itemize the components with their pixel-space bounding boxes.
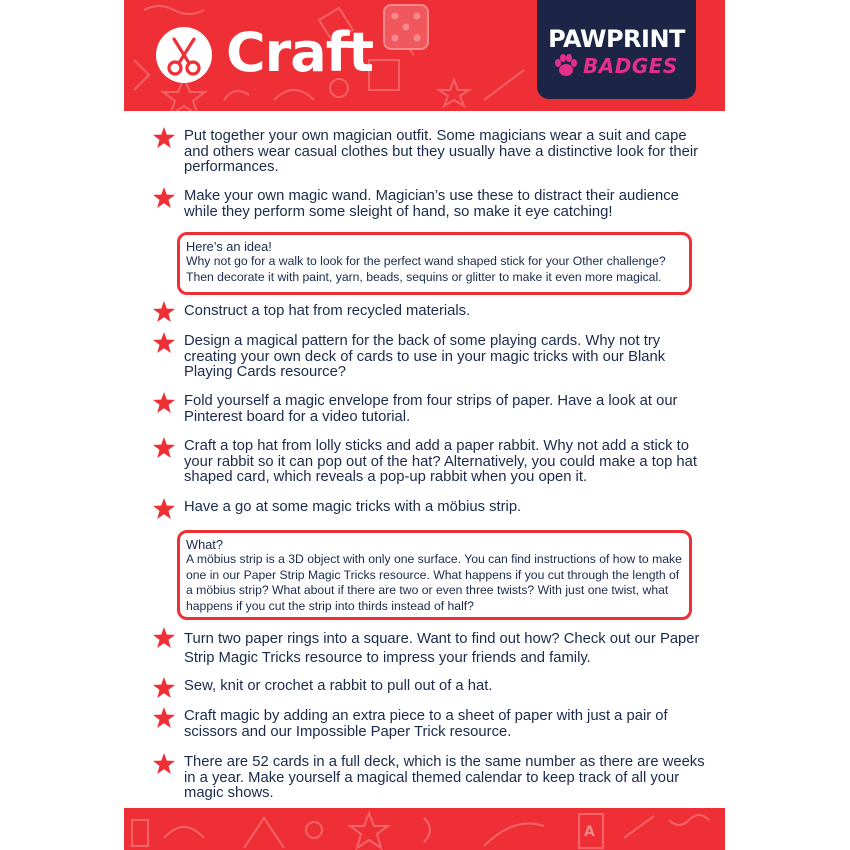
item-text: Sew, knit or crochet a rabbit to pull out of a hat. <box>184 678 493 694</box>
magic-doodle-pattern <box>124 808 725 850</box>
brand-name-line2-wrap <box>553 52 693 80</box>
star-bullet-icon <box>152 497 176 521</box>
star-bullet-icon <box>152 300 176 324</box>
star-bullet-icon <box>152 126 176 150</box>
footer-banner <box>124 808 725 850</box>
svg-text:A: A <box>584 824 595 840</box>
star-bullet-icon <box>152 436 176 460</box>
item-text: There are 52 cards in a full deck, which is the same number as there are weeks in a year. Make yourself a magical themed calendar to keep track of all your magic shows. <box>184 754 705 802</box>
callout-title: What? <box>186 537 223 552</box>
brand-name-line1: PAWPRINT <box>548 25 685 53</box>
star-bullet-icon <box>152 186 176 210</box>
callout-title: Here’s an idea! <box>186 239 272 254</box>
star-bullet-icon <box>152 626 176 650</box>
callout-body: Why not go for a walk to look for the perfect wand shaped stick for your Other challenge? Then decorate it with paint, yarn, beads, sequins or glitter to make it even more magical. <box>186 254 666 284</box>
badge-sheet <box>124 0 725 850</box>
star-bullet-icon <box>152 391 176 415</box>
star-bullet-icon <box>152 331 176 355</box>
page-title: Craft <box>226 21 374 84</box>
item-text: Put together your own magician outfit. Some magicians wear a suit and cape and others wear casual clothes but they usually have a distinctive look for their performances. <box>184 128 699 176</box>
item-text: Craft a top hat from lolly sticks and add a paper rabbit. Why not add a stick to your rabbit so it can pop out of the hat? Alternatively, you could make a top hat shaped card, which reveals a pop-up rabbit when you open it. <box>184 438 697 486</box>
star-bullet-icon <box>152 706 176 730</box>
callout-body: A möbius strip is a 3D object with only one surface. You can find instructions of how to make one in our Paper Strip Magic Tricks resource. What happens if you cut through the length of a möbius strip? What about if there are two or even three twists? With just one twist, what happens if you cut the strip into thirds instead of half? <box>186 552 682 613</box>
paw-icon <box>553 53 579 79</box>
idea-callout <box>177 232 692 295</box>
item-text: Make your own magic wand. Magician’s use these to distract their audience while they perform some sleight of hand, so make it eye catching! <box>184 188 679 220</box>
item-text: Construct a top hat from recycled materials. <box>184 303 471 319</box>
star-bullet-icon <box>152 676 176 700</box>
item-text: Turn two paper rings into a square. Want to find out how? Check out our Paper Strip Magic Tricks resource to impress your friends and family. <box>184 631 700 666</box>
item-text: Design a magical pattern for the back of some playing cards. Why not try creating your own deck of cards to use in your magic tricks with our Blank Playing Cards resource? <box>184 333 666 381</box>
star-bullet-icon <box>152 752 176 776</box>
scissors-icon <box>156 27 212 83</box>
scissors-badge <box>156 27 212 83</box>
what-callout <box>177 530 692 620</box>
pawprint-badges-logo <box>537 0 696 99</box>
item-text: Have a go at some magic tricks with a möbius strip. <box>184 499 522 515</box>
item-text: Craft magic by adding an extra piece to a sheet of paper with just a pair of scissors and our Impossible Paper Trick resource. <box>184 708 668 740</box>
header-banner <box>124 0 725 111</box>
item-text: Fold yourself a magic envelope from four strips of paper. Have a look at our Pinterest board for a video tutorial. <box>184 393 678 425</box>
brand-name-line2: BADGES <box>583 54 678 78</box>
dice-doodle-icon <box>384 5 428 49</box>
